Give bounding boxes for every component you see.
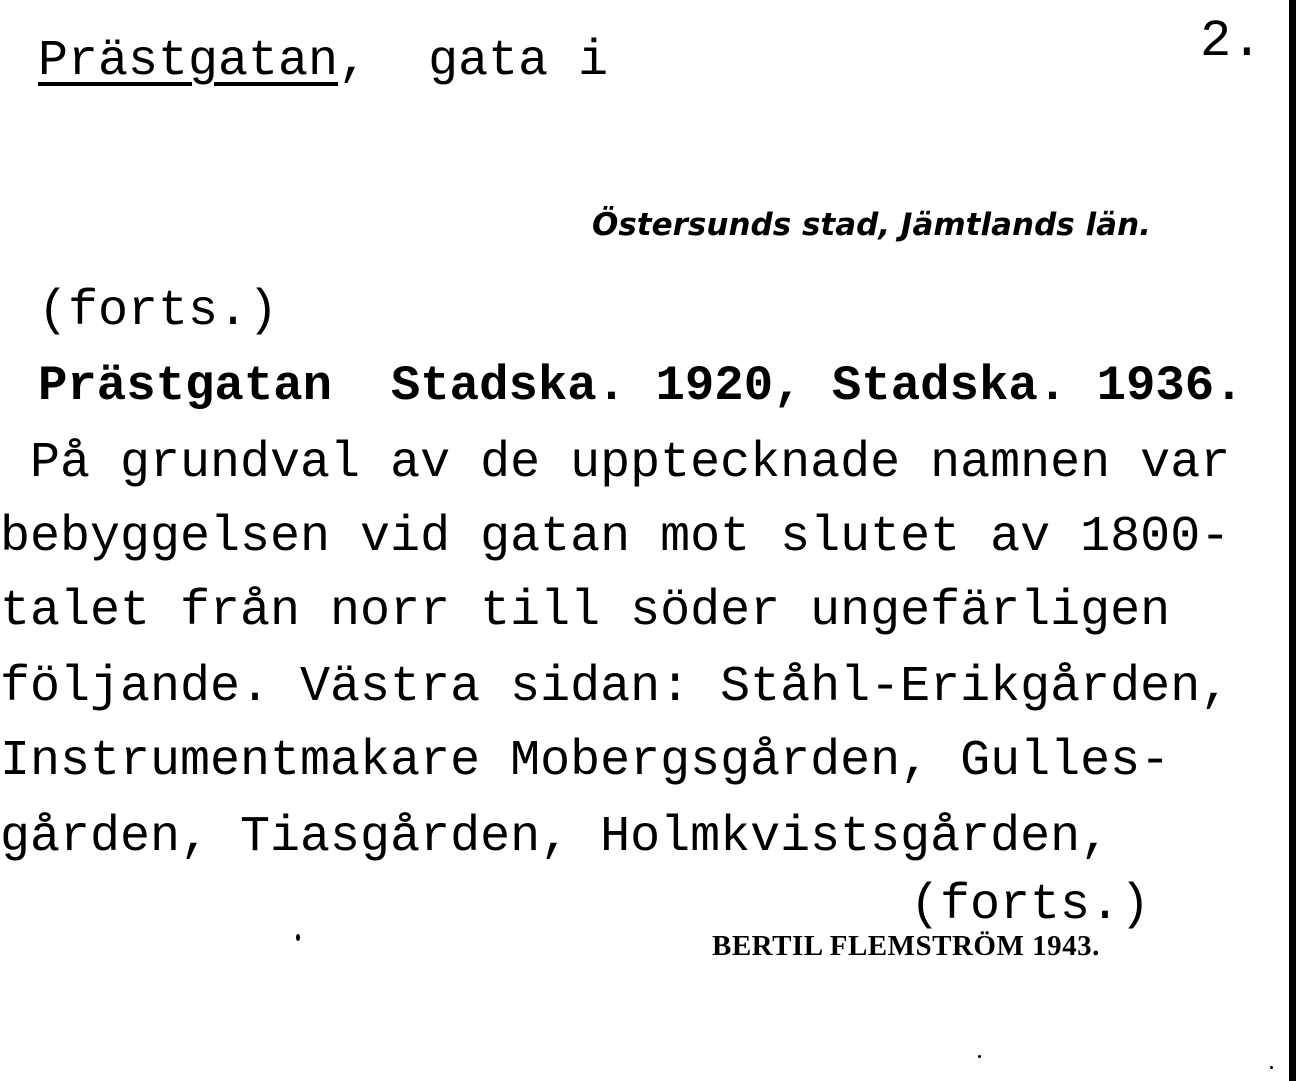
- continuation-bottom: (forts.): [910, 877, 1151, 934]
- name-forms-line: Prästgatan Stadska. 1920, Stadska. 1936.: [38, 358, 1244, 414]
- heading-description: , gata i: [338, 33, 609, 90]
- street-name-heading: Prästgatan: [38, 33, 339, 90]
- body-line-1: På grundval av de upptecknade namnen var: [0, 435, 1231, 492]
- ink-speck: [978, 1055, 981, 1058]
- author-signature: BERTIL FLEMSTRÖM 1943.: [712, 930, 1100, 962]
- body-line-5: Instrumentmakare Mobergsgården, Gulles-: [0, 733, 1171, 790]
- card-number: 2.: [1200, 12, 1263, 71]
- card-edge-line: [1289, 0, 1296, 1081]
- body-line-3: talet från norr till söder ungefärligen: [0, 583, 1171, 640]
- ink-speck: [1270, 1066, 1273, 1069]
- ink-speck: [296, 934, 300, 941]
- continuation-top: (forts.): [38, 283, 279, 340]
- card-heading: [38, 32, 608, 92]
- location-stamp: Östersunds stad, Jämtlands län.: [592, 207, 1151, 243]
- body-line-4: följande. Västra sidan: Ståhl-Erikgården,: [0, 659, 1231, 716]
- body-line-6: gården, Tiasgården, Holmkvistsgården,: [0, 809, 1111, 866]
- body-line-2: bebyggelsen vid gatan mot slutet av 1800-: [0, 509, 1231, 566]
